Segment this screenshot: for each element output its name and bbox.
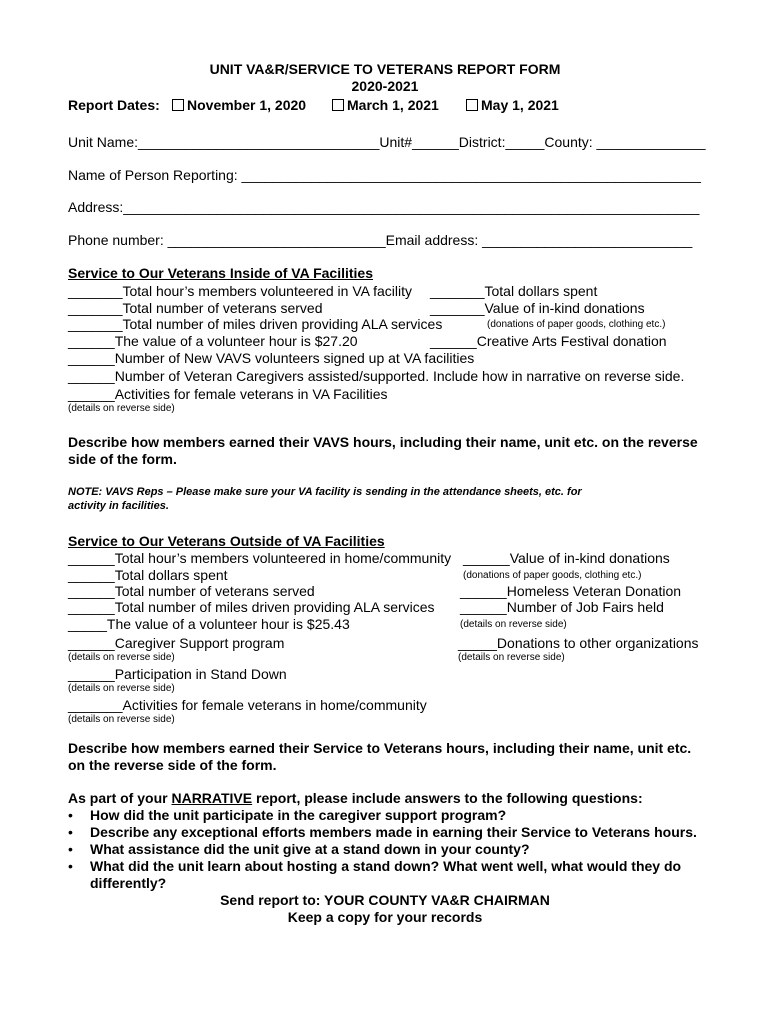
date-option-march[interactable]: March 1, 2021 [332, 97, 439, 114]
details-note: (details on reverse side) [458, 652, 565, 663]
details-note: (details on reverse side) [68, 652, 175, 663]
outside-item[interactable]: _____Donations to other organizations [458, 635, 699, 651]
outside-item[interactable]: ______Total hour’s members volunteered in home/community [68, 550, 452, 566]
narrative-question-continued: differently? [90, 875, 167, 891]
narrative-keyword: NARRATIVE [171, 790, 253, 806]
narrative-question: What assistance did the unit give at a stand down in your county? [90, 841, 530, 857]
inside-item[interactable]: _______Total number of veterans served [68, 300, 323, 316]
outside-item[interactable]: ______Value of in-kind donations [463, 550, 670, 566]
unit-info-field[interactable]: Unit Name:_______________________________Unit#______District:_____County: ______________ [68, 134, 706, 150]
person-reporting-field[interactable]: Name of Person Reporting: ___________________________________________________________ [68, 167, 701, 183]
narrative-question: What did the unit learn about hosting a stand down? What went well, what would they do [90, 858, 682, 874]
date-option-november[interactable]: November 1, 2020 [172, 97, 306, 114]
outside-item[interactable]: _______Activities for female veterans in home/community [68, 697, 427, 713]
outside-item[interactable]: ______Caregiver Support program [68, 635, 285, 651]
narrative-question: Describe any exceptional efforts members made in earning their Service to Veterans hours. [90, 824, 697, 840]
inside-section-heading: Service to Our Veterans Inside of VA Facilities [68, 265, 373, 281]
bullet-icon: • [68, 824, 73, 840]
inside-item[interactable]: ______The value of a volunteer hour is $27.20 [68, 333, 358, 349]
vavs-note-line1: NOTE: VAVS Reps – Please make sure your VA facility is sending in the attendance sheets, etc. for [68, 486, 582, 498]
inside-item[interactable]: ______Creative Arts Festival donation [430, 333, 667, 349]
inside-item[interactable]: ______Activities for female veterans in VA Facilities [68, 386, 388, 402]
inside-item[interactable]: _______Total dollars spent [430, 283, 598, 299]
donations-note: (donations of paper goods, clothing etc.) [487, 319, 666, 330]
outside-item[interactable]: ______Total number of miles driven providing ALA services [68, 599, 435, 615]
details-note: (details on reverse side) [68, 683, 175, 694]
outside-section-heading: Service to Our Veterans Outside of VA Facilities [68, 533, 385, 549]
phone-email-field[interactable]: Phone number: ____________________________Email address: ___________________________ [68, 232, 693, 248]
stv-describe-line1: Describe how members earned their Service to Veterans hours, including their name, unit etc. [68, 740, 692, 756]
inside-item[interactable]: _______Total hour’s members volunteered in VA facility [68, 283, 412, 299]
details-note: (details on reverse side) [460, 619, 567, 630]
vavs-note-line2: activity in facilities. [68, 500, 169, 512]
checkbox-icon[interactable] [466, 99, 478, 111]
send-report-line: Send report to: YOUR COUNTY VA&R CHAIRMAN [220, 892, 550, 908]
outside-item[interactable]: ______Total number of veterans served [68, 583, 315, 599]
form-title: UNIT VA&R/SERVICE TO VETERANS REPORT FORM [209, 61, 561, 77]
vavs-describe-line1: Describe how members earned their VAVS hours, including their name, unit etc. on the reverse [68, 434, 698, 450]
bullet-icon: • [68, 841, 73, 857]
keep-copy-line: Keep a copy for your records [287, 909, 483, 925]
checkbox-icon[interactable] [172, 99, 184, 111]
bullet-icon: • [68, 858, 73, 874]
report-dates-label: Report Dates: [68, 97, 160, 113]
narrative-intro: As part of your NARRATIVE report, please include answers to the following questions: [68, 790, 643, 806]
bullet-icon: • [68, 807, 73, 823]
donations-note: (donations of paper goods, clothing etc.) [463, 570, 642, 581]
outside-item[interactable]: ______Total dollars spent [68, 567, 228, 583]
details-note: (details on reverse side) [68, 403, 175, 414]
outside-item[interactable]: ______Homeless Veteran Donation [460, 583, 682, 599]
date-option-may[interactable]: May 1, 2021 [466, 97, 559, 114]
address-field[interactable]: Address:__________________________________________________________________________ [68, 199, 700, 215]
inside-item[interactable]: _______Value of in-kind donations [430, 300, 645, 316]
inside-item[interactable]: ______Number of New VAVS volunteers signed up at VA facilities [68, 350, 475, 366]
checkbox-icon[interactable] [332, 99, 344, 111]
outside-item[interactable]: ______Number of Job Fairs held [460, 599, 664, 615]
narrative-question: How did the unit participate in the caregiver support program? [90, 807, 507, 823]
stv-describe-line2: on the reverse side of the form. [68, 757, 277, 773]
inside-item[interactable]: ______Number of Veteran Caregivers assisted/supported. Include how in narrative on reverse side. [68, 368, 685, 384]
form-year: 2020-2021 [351, 78, 419, 94]
details-note: (details on reverse side) [68, 714, 175, 725]
vavs-describe-line2: side of the form. [68, 451, 177, 467]
inside-item[interactable]: _______Total number of miles driven providing ALA services [68, 316, 443, 332]
outside-item[interactable]: ______Participation in Stand Down [68, 666, 287, 682]
outside-item[interactable]: _____The value of a volunteer hour is $25.43 [68, 616, 350, 632]
